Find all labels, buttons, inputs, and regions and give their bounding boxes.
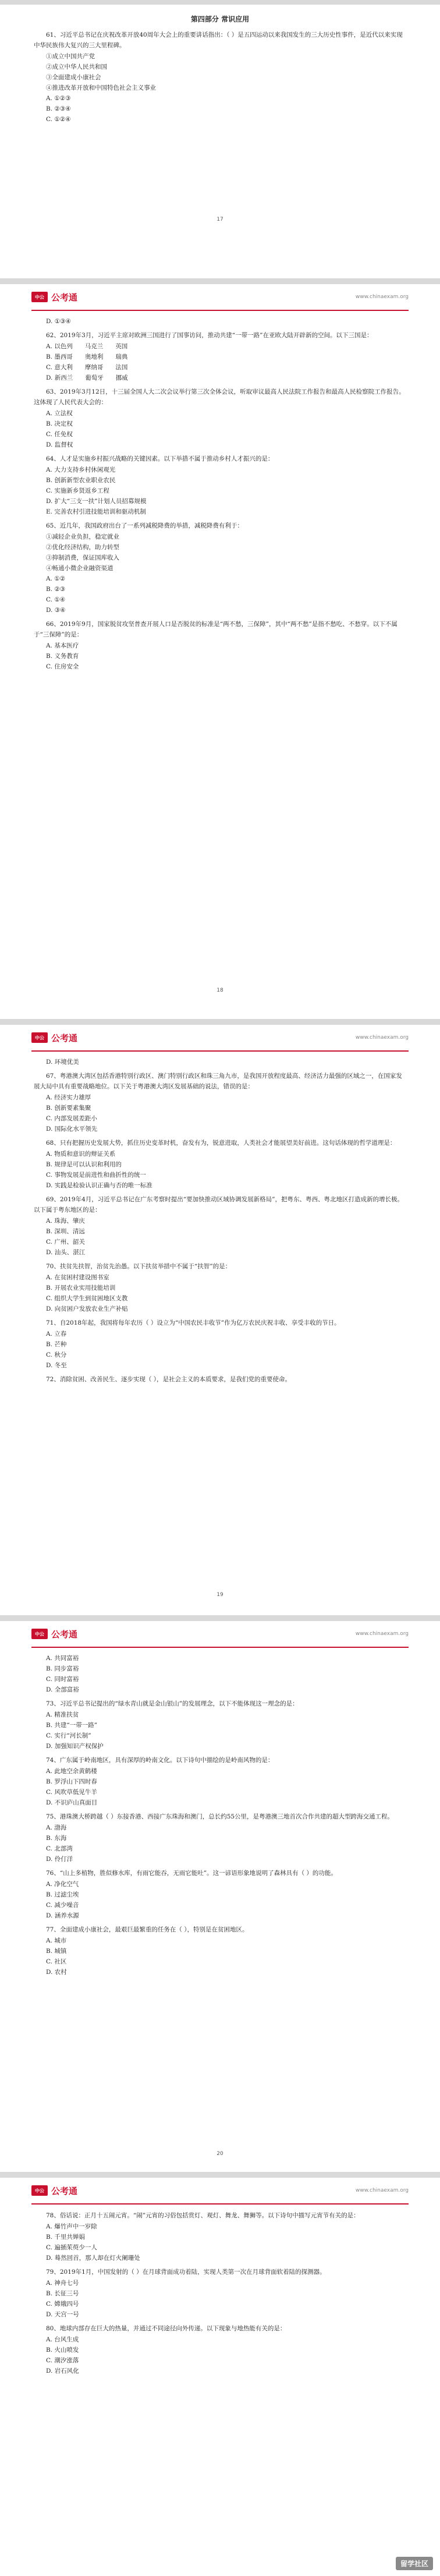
answer-option: B. 长征三号 [46,2290,79,2297]
answer-option: D. 实践是检验认识正确与否的唯一标准 [46,1182,152,1189]
answer-option: ④畅通小微企业融资渠道 [46,565,113,572]
question-text: 75、港珠澳大桥跨越（ ）东接香港、西接广东珠海和澳门，总长约55公里，是粤港澳三地首次合作共建的超大型跨海交通工程。 [46,1813,394,1820]
question-text: 73、习近平总书记提出的“绿水青山就是金山银山”的发展理念，以下不能体现这一理念的是： [46,1700,299,1707]
logo-icon: 中公 [31,2185,48,2196]
answer-option: C. ①②④ [46,116,71,123]
answer-option: E. 完善农村引进技能培训和驱动机制 [46,508,146,515]
answer-option: D. 全部富裕 [46,1686,79,1693]
page-header [31,284,409,311]
question-text: 69、2019年4月，习近平总书记在广东考察时提出“要加快推动区域协调发展新格局”，把粤东、粤西、粤北地区打造成新的增长极。以下属于粤东地区的是： [34,1196,403,1213]
question-text: 67、粤港澳大湾区包括香港特别行政区、澳门特别行政区和珠三角九市，是我国开放程度最高、经济活力最强的区域之一，在国家发展大局中具有重要战略地位。以下关于粤港澳大湾区发展基础的说法，错误的是： [34,1073,402,1090]
brand-logo [31,291,77,303]
question-text: 74、广东属于岭南地区，具有深厚的岭南文化。以下诗句中描绘的是岭南风物的是： [46,1757,274,1764]
answer-option: D. 岩石风化 [46,2368,79,2375]
answer-option: D. 汕头、湛江 [46,1249,86,1256]
answer-option: A. 在贫困村建设图书室 [46,1274,109,1281]
answer-option: C. 实行“河长制” [46,1732,91,1739]
answer-option: A. 珠海、肇庆 [46,1218,85,1225]
page-number: 17 [217,217,223,222]
page-1 [0,5,440,278]
page-number: 18 [217,988,223,993]
page-content [34,30,406,125]
answer-option: D. 农村 [46,1969,67,1976]
question-text: 76、“山上多植物，胜似修水库，有雨它能吞，无雨它能吐”。这一谚语形象地说明了森林具有（ ）的功能。 [46,1870,337,1877]
answer-option: D. 不识庐山真面目 [46,1799,98,1806]
answer-option: A. 台风生成 [46,2336,79,2343]
answer-option: D. 蓦然回首，那人却在灯火阑珊处 [46,2255,140,2262]
answer-option: D. 伶仃洋 [46,1856,73,1863]
answer-option: B. 墨西哥 奥地利 瑞典 [46,353,128,360]
page-number: 20 [217,2151,223,2157]
question-text: 80、地球内部存在巨大的热量，并通过不同途径向外传递。以下现象与地热能有关的是： [46,2325,286,2332]
answer-option: B. 同步富裕 [46,1665,79,1672]
brand-logo [31,2185,77,2197]
question-text: 62、2019年3月，习近平主席对欧洲三国进行了国事访问，推动共建“一带一路”在亚欧大陆开辟新的空间。以下三国是： [46,332,373,339]
answer-option: A. 净化空气 [46,1881,79,1888]
logo-icon: 中公 [31,292,48,302]
question-text: 70、扶贫先扶智，治贫先治愚。以下扶贫举措中不属于“扶智”的是： [46,1263,232,1270]
logo-icon: 中公 [31,1629,48,1639]
answer-option: A. 以色列 马克兰 英国 [46,343,128,350]
question-text: 65、近几年，我国政府出台了一系列减税降费的举措，减税降费有利于： [46,522,243,529]
logo-text: 公考通 [51,1629,78,1640]
page-5 [0,2178,440,2576]
answer-option: C. 住房安全 [46,663,79,670]
answer-option: A. 爆竹声中一岁除 [46,2223,97,2230]
section-title: 第四部分 常识应用 [190,15,250,23]
answer-option: C. 减少噪音 [46,1902,79,1909]
page-content [34,2210,406,2376]
answer-option: B. 城镇 [46,1948,67,1955]
answer-option: C. 北部湾 [46,1845,73,1852]
answer-option: C. 实施新乡贤返乡工程 [46,487,109,494]
answer-option: B. 芒种 [46,1341,67,1348]
logo-text: 公考通 [51,292,78,303]
brand-logo [31,1032,77,1044]
page-number: 19 [217,1592,223,1598]
question-text: 66、2019年9月，国家脱贫攻坚普查开展人口是否脱贫的标准是“两不愁，三保障”，其中“两不愁”是指不愁吃、不愁穿。以下不属于“三保障”的是： [34,621,398,638]
question-text: 77、全面建成小康社会，最艰巨最繁重的任务在（ ），特别是在贫困地区。 [46,1926,249,1933]
answer-option: B. 义务教育 [46,653,79,660]
answer-option: ③抑制消费，保证国库收入 [46,554,119,561]
answer-option: ④推进改革开放和中国特色社会主义事业 [46,84,156,91]
answer-option: C. 意大利 摩纳哥 法国 [46,364,128,371]
logo-icon: 中公 [31,1032,48,1043]
answer-option: A. 立法权 [46,410,73,417]
answer-option: D. 环境优美 [46,1059,79,1066]
answer-option: A. ①② [46,575,66,582]
answer-option: C. 内部发展差距小 [46,1115,97,1122]
question-text: 72、消除贫困、改善民生、逐步实现（ ），是社会主义的本质要求，是我们党的重要使命。 [46,1376,291,1383]
answer-option: B. 千里共婵娟 [46,2234,85,2241]
answer-option: A. 大力支持乡村休闲观光 [46,466,116,473]
answer-option: C. 社区 [46,1958,67,1965]
answer-option: B. 罗浮山下四时春 [46,1778,97,1785]
answer-option: A. 基本医疗 [46,642,79,649]
answer-option: ②优化经济结构，助力转型 [46,544,119,551]
answer-option: D. 国际化水平领先 [46,1126,98,1133]
page-header [31,1621,409,1648]
answer-option: B. 共建“一带一路” [46,1722,98,1729]
answer-option: B. 开展农业实用技能培训 [46,1285,116,1291]
answer-option: B. 规律是可以认识和利用的 [46,1161,122,1168]
question-text: 63、2019年3月12日，十三届全国人大二次会议举行第三次全体会议，听取审议最高人民法院工作报告和最高人民检察院工作报告。这体现了人民代表大会的： [34,388,405,406]
question-text: 61、习近平总书记在庆祝改革开放40周年大会上的重要讲话指出：（ ）是五四运动以来我国发生的三大历史性事件，是近代以来实现中华民族伟大复兴的三大里程碑。 [34,31,403,49]
watermark: 留学社区 [396,2557,433,2570]
answer-option: C. 遍插茱萸少一人 [46,2244,97,2251]
answer-option: A. 物质和意识的辩证关系 [46,1151,116,1158]
answer-option: C. 同时富裕 [46,1676,79,1683]
answer-option: B. 过滤尘埃 [46,1891,79,1898]
answer-option: ①减轻企业负担，稳定就业 [46,533,119,540]
answer-option: A. 经济实力雄厚 [46,1094,91,1101]
answer-option: D. 冬至 [46,1362,67,1369]
answer-option: D. 涵养水源 [46,1912,79,1919]
logo-text: 公考通 [51,1032,78,1043]
site-url: www.chinaexam.org [355,2188,409,2193]
question-text: 68、只有把握历史发展大势，抓住历史变革时机，奋发有为，锐意进取，人类社会才能展望美好前进。这句话体现的哲学道理是： [46,1140,396,1147]
page-header [31,2178,409,2205]
answer-option: D. ①③④ [46,318,71,325]
question-text: 79、2019年1月，中国发射的（ ）在月球背面成功着陆，实现人类第一次在月球背面软着陆的探测器。 [46,2269,326,2276]
site-url: www.chinaexam.org [355,1631,409,1637]
answer-option: D. 天宫一号 [46,2311,79,2318]
answer-option: D. 向贫困户发放农业生产补贴 [46,1305,128,1312]
page-content [34,1057,406,1385]
answer-option: A. 立春 [46,1331,67,1337]
page-3 [0,1025,440,1615]
site-url: www.chinaexam.org [355,1035,409,1041]
answer-option: D. 加强知识产权保护 [46,1743,104,1750]
answer-option: B. ②③④ [46,105,71,112]
answer-option: C. 秋分 [46,1351,67,1358]
answer-option: B. 东海 [46,1835,67,1842]
answer-option: D. 扩大“三支一扶”计划人员招募规模 [46,498,147,505]
page-header [31,1025,409,1052]
answer-option: B. ②③ [46,586,66,593]
answer-option: C. 任免权 [46,431,73,438]
question-text: 71、自2018年起，我国将每年农历（ ）设立为“中国农民丰收节”作为亿万农民庆祝丰收、享受丰收的节日。 [46,1319,340,1326]
answer-option: B. 火山喷发 [46,2347,79,2354]
answer-option: C. 潮汐涨落 [46,2357,79,2364]
answer-option: B. 深圳、清远 [46,1228,85,1235]
answer-option: A. 精准扶贫 [46,1711,79,1718]
question-text: 78、俗话说：正月十五闹元宵。“闹”元宵的习俗包括赏灯、观灯、舞龙、舞狮等。以下诗句中描写元宵节有关的是： [46,2212,360,2219]
question-text: 64、人才是实施乡村振兴战略的关键因素。以下举措不属于推动乡村人才振兴的是： [46,455,274,462]
answer-option: A. 城市 [46,1937,67,1944]
answer-option: C. 组织大学生到贫困地区支教 [46,1295,128,1302]
answer-option: C. 风吹草低见牛羊 [46,1789,97,1796]
answer-option: A. 渤海 [46,1824,67,1831]
answer-option: D. 新西兰 葡萄牙 挪威 [46,374,128,381]
answer-option: B. 创新新型农业职业农民 [46,477,116,484]
page-2 [0,284,440,1019]
answer-option: A. ①②③ [46,95,71,102]
answer-option: B. 决定权 [46,420,73,427]
answer-option: C. 广州、韶关 [46,1239,85,1245]
answer-option: ①成立中国共产党 [46,53,95,60]
answer-option: C. ①④ [46,596,66,603]
logo-text: 公考通 [51,2185,78,2196]
answer-option: C. 嫦娥四号 [46,2301,79,2308]
answer-option: A. 共同富裕 [46,1655,79,1662]
answer-option: C. 事物发展是前进性和曲折性的统一 [46,1172,146,1179]
page-content [34,1654,406,1977]
site-url: www.chinaexam.org [355,294,409,300]
answer-option: D. ③④ [46,607,66,614]
answer-option: ②成立中华人民共和国 [46,63,107,70]
answer-option: A. 此地空余黄鹤楼 [46,1768,97,1775]
page-4 [0,1621,440,2172]
answer-option: B. 创新要素集聚 [46,1105,91,1112]
answer-option: A. 神舟七号 [46,2280,79,2287]
answer-option: ③全面建成小康社会 [46,74,101,81]
brand-logo [31,1628,77,1640]
page-content [34,317,406,672]
answer-option: D. 监督权 [46,441,73,448]
